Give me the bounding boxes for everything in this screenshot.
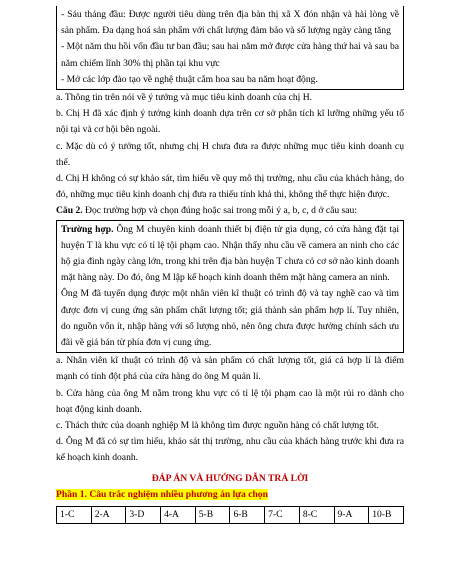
case-text-1: Ông M chuyên kinh doanh thiết bị điện tử gia dụng, có cửa hàng đặt tại huyện T là khu vực có tỉ lệ tội phạm cao. Nhận thấy nhu cầu về camera an ninh cho các hộ gia đình ngày càng lớn, trong khi trên địa bàn huyện T chưa có cơ sở nào kinh doanh mặt hàng này. Do đó, ông M lập kế hoạch kinh doanh thêm mặt hàng camera an ninh. <box>61 223 399 284</box>
option-d: d. Chị H không có sự khảo sát, tìm hiểu về quy mô thị trường, nhu cầu của khách hàng, do đó, những mục tiêu kinh doanh chị đưa ra thiếu tính khả thi, không thể thực hiện được. <box>56 173 404 201</box>
scenario-line: - Một năm thu hồi vốn đầu tư ban đầu; sau hai năm mở được cửa hàng thứ hai và sau ba năm chiếm lĩnh 30% thị phần tại khu vực <box>61 41 399 69</box>
option-c: c. Mặc dù có ý tưởng tốt, nhưng chị H chưa đưa ra được những mục tiêu kinh doanh cụ thể. <box>56 140 404 168</box>
question-1-options <box>56 90 404 203</box>
answer-cell: 3-D <box>126 507 161 524</box>
case-box <box>56 220 404 354</box>
part-1-title-line <box>56 487 404 503</box>
option-d: d. Ông M đã có sự tìm hiểu, khảo sát thị trường, nhu cầu của khách hàng trước khi đưa ra kế hoạch kinh doanh. <box>56 436 404 464</box>
option-b: b. Chị H đã xác định ý tưởng kinh doanh dựa trên cơ sở phân tích kĩ lưỡng những yếu tố nội tại và cơ hội bên ngoài. <box>56 108 404 136</box>
option-a: a. Nhân viên kĩ thuật có trình độ và sản phẩm có chất lượng tốt, giá cả hợp lí là điểm mạnh có tính đột phá của cửa hàng do ông M quản lí. <box>56 355 404 383</box>
question-2 <box>56 203 404 219</box>
scenario-box-continued <box>56 6 404 90</box>
question-2-prompt: Đọc trường hợp và chọn đúng hoặc sai trong mỗi ý a, b, c, d ở câu sau: <box>82 205 357 217</box>
answer-cell: 7-C <box>265 507 300 524</box>
option-c: c. Thách thức của doanh nghiệp M là không tìm được nguồn hàng có chất lượng tốt. <box>56 420 379 432</box>
answer-cell: 6-B <box>230 507 265 524</box>
answer-cell: 10-B <box>369 507 404 524</box>
document-page <box>56 6 404 524</box>
case-paragraph-1 <box>61 222 399 287</box>
option-b: b. Cửa hàng của ông M nằm trong khu vực có tỉ lệ tội phạm cao là một rủi ro dành cho hoạt động kinh doanh. <box>56 387 404 415</box>
answer-cell: 1-C <box>57 507 92 524</box>
answer-table <box>56 506 404 524</box>
answer-cell: 2-A <box>91 507 126 524</box>
answer-heading: ĐÁP ÁN VÀ HƯỚNG DẪN TRẢ LỜI <box>151 472 309 484</box>
part-1-title: Phần 1. Câu trắc nghiệm nhiều phương án lựa chọn <box>56 488 268 500</box>
question-2-options <box>56 353 404 466</box>
case-paragraph-2: Ông M đã tuyển dụng được một nhân viên kĩ thuật có trình độ và tay nghề cao và tìm được đơn vị cung ứng sản phẩm chất lượng tốt; giá thành sản phẩm hợp lí. Tuy nhiên, do nguồn vốn ít, nhập hàng với số lượng nhỏ, nên ông chưa được hưởng chính sách ưu đãi về giá bán từ phía đơn vị cung ứng. <box>61 288 399 349</box>
question-2-label: Câu 2. <box>56 205 83 217</box>
answer-cell: 5-B <box>195 507 230 524</box>
scenario-line: - Sáu tháng đầu: Được người tiêu dùng trên địa bàn thị xã X đón nhận và hài lòng về sản phẩm. Đa dạng hoá sản phẩm với chất lượng đảm bảo và số lượng ngày càng tăng <box>61 9 399 37</box>
answer-cell: 9-A <box>334 507 369 524</box>
answer-cell: 8-C <box>299 507 334 524</box>
table-row <box>57 507 404 524</box>
answer-cell: 4-A <box>161 507 196 524</box>
option-a: a. Thông tin trên nói về ý tưởng và mục tiêu kinh doanh của chị H. <box>56 92 313 104</box>
scenario-line: - Mở các lớp đào tạo về nghệ thuật cắm hoa sau ba năm hoạt động. <box>61 73 318 85</box>
case-label: Trường hợp. <box>61 223 114 235</box>
